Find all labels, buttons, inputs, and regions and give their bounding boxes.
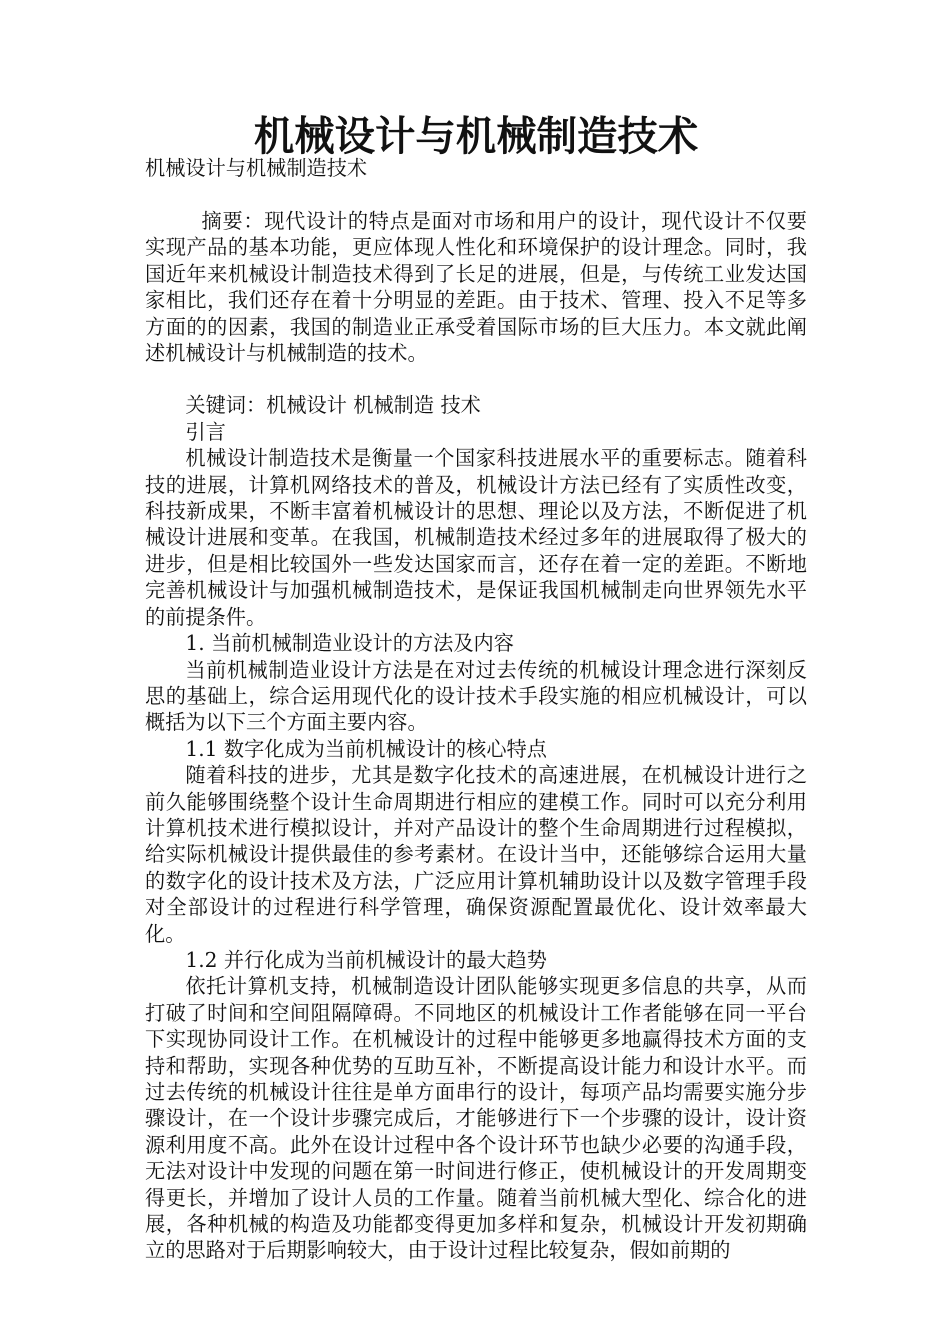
intro-paragraph: 机械设计制造技术是衡量一个国家科技进展水平的重要标志。随着科技的进展，计算机网络技术的普及，机械设计方法已经有了实质性改变，科技新成果，不断丰富着机械设计的思想、理论以及方法，不断促进了机械设计进展和变革。在我国，机械制造技术经过多年的进展取得了极大的进步，但是相比较国外一些发达国家而言，还存在着一定的差距。不断地完善机械设计与加强机械制造技术，是保证我国机械制走向世界领先水平的前提条件。 — [145, 446, 807, 629]
abstract-paragraph: 摘要：现代设计的特点是面对市场和用户的设计，现代设计不仅要实现产品的基本功能，更应体现人性化和环境保护的设计理念。同时，我国近年来机械设计制造技术得到了长足的进展，但是，与传统工业发达国家相比，我们还存在着十分明显的差距。由于技术、管理、投入不足等多方面的的因素，我国的制造业正承受着国际市场的巨大压力。本文就此阐述机械设计与机械制造的技术。 — [145, 209, 807, 366]
intro-heading: 引言 — [185, 419, 226, 444]
section-1-2-paragraph: 依托计算机支持，机械制造设计团队能够实现更多信息的共享，从而打破了时间和空间阻隔障碍。不同地区的机械设计工作者能够在同一平台下实现协同设计工作。在机械设计的过程中能够更多地赢得技术方面的支持和帮助，实现各种优势的互助互补，不断提高设计能力和设计水平。而过去传统的机械设计往往是单方面串行的设计，每项产品均需要实施分步骤设计，在一个设计步骤完成后，才能够进行下一个步骤的设计，设计资源利用度不高。此外在设计过程中各个设计环节也缺少必要的沟通手段，无法对设计中发现的问题在第一时间进行修正，使机械设计的开发周期变得更长，并增加了设计人员的工作量。随着当前机械大型化、综合化的进展，各种机械的构造及功能都变得更加多样和复杂，机械设计开发初期确立的思路对于后期影响较大，由于设计过程比较复杂，假如前期的 — [145, 974, 807, 1263]
document-page — [145, 112, 807, 1264]
document-subtitle: 机械设计与机械制造技术 — [145, 156, 368, 180]
section-1-heading: 1. 当前机械制造业设计的方法及内容 — [185, 631, 514, 656]
blank-line — [145, 366, 807, 392]
keywords-line: 关键词：机械设计 机械制造 技术 — [185, 393, 481, 418]
section-1-1-paragraph: 随着科技的进步，尤其是数字化技术的高速进展，在机械设计进行之前久能够围绕整个设计生命周期进行相应的建模工作。同时可以充分利用计算机技术进行模拟设计，并对产品设计的整个生命周期进行过程模拟，给实际机械设计提供最佳的参考素材。在设计当中，还能够综合运用大量的数字化的设计技术及方法，广泛应用计算机辅助设计以及数字管理手段对全部设计的过程进行科学管理，确保资源配置最优化、设计效率最大化。 — [145, 763, 807, 946]
section-1-2-heading: 1.2 并行化成为当前机械设计的最大趋势 — [185, 947, 547, 972]
document-title: 机械设计与机械制造技术 — [253, 112, 699, 160]
section-1-paragraph: 当前机械制造业设计方法是在对过去传统的机械设计理念进行深刻反思的基础上，综合运用现代化的设计技术手段实施的相应机械设计，可以概括为以下三个方面主要内容。 — [145, 657, 807, 735]
section-1-1-heading: 1.1 数字化成为当前机械设计的核心特点 — [185, 736, 547, 761]
blank-line — [145, 182, 807, 208]
